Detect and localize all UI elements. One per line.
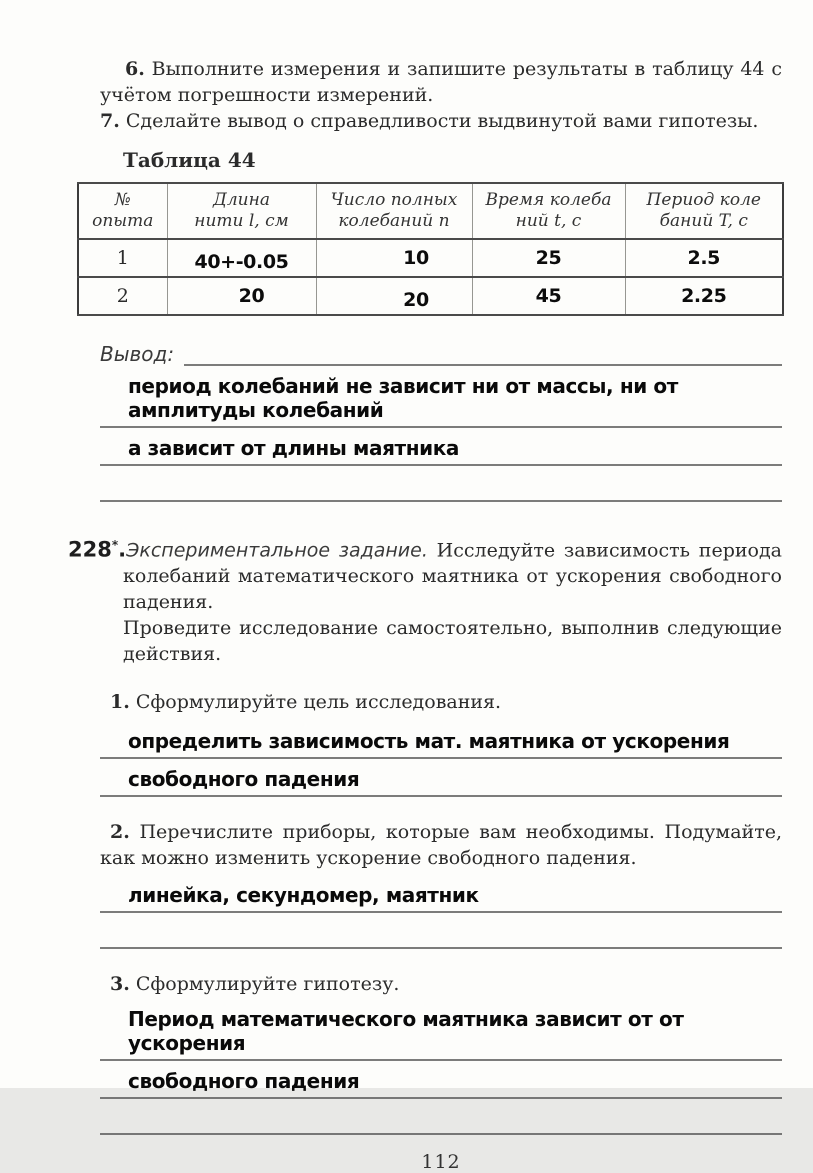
cell-period-1: 2.5 (625, 239, 783, 277)
step-1 (100, 689, 782, 715)
step-1-answer-line-1: определить зависимость мат. маятника от ускорения (100, 721, 782, 759)
cell-time-2: 45 (472, 277, 625, 315)
table-title: Таблица 44 (123, 148, 256, 172)
task-228-star: * (111, 538, 119, 552)
step-2-number: 2. (110, 821, 130, 844)
cell-time-1: 25 (472, 239, 625, 277)
instruction-6 (100, 56, 782, 108)
cell-count-2: 20 (316, 277, 472, 315)
task-228-intro: Исследуйте зависимость периода колебаний математического маятника от ускорения свободного падения. (123, 539, 782, 614)
empty-ruled-line (100, 913, 782, 949)
step-1-text: Сформулируйте цель исследования. (129, 691, 502, 714)
cell-length-1: 40+-0.05 (167, 239, 316, 277)
conclusion-label: Вывод: (100, 342, 175, 366)
step-3-answer-line-1: Период математического маятника зависит от от ускорения (100, 999, 782, 1061)
header-oscillation-time: Время колеба ний t, с (472, 183, 625, 239)
header-string-length: Длина нити l, см (167, 183, 316, 239)
cell-period-2: 2.25 (625, 277, 783, 315)
empty-ruled-line (100, 1099, 782, 1135)
step-2-answer-line-1: линейка, секундомер, маятник (100, 875, 782, 913)
step-3 (100, 971, 782, 997)
step-3-text: Сформулируйте гипотезу. (129, 973, 400, 996)
task-228-heading (68, 532, 782, 615)
conclusion-label-row (100, 340, 782, 366)
cell-count-1: 10 (316, 239, 472, 277)
instruction-7-text: Сделайте вывод о справедливости выдвинутой вами гипотезы. (119, 110, 759, 132)
header-period: Период коле баний T, с (625, 183, 783, 239)
measurement-table (77, 182, 784, 316)
task-228-paragraph-2: Проведите исследование самостоятельно, выполнив следующие действия. (123, 617, 782, 666)
instruction-7-number: 7. (100, 110, 120, 132)
page-number: 112 (421, 1151, 461, 1173)
step-3-number: 3. (110, 973, 130, 996)
step-2-text: Перечислите приборы, которые вам необходимы. Подумайте, как можно изменить ускорение свободного падения. (100, 821, 782, 870)
conclusion-answer-line-2: а зависит от длины маятника (100, 428, 782, 466)
step-2 (100, 819, 782, 871)
table-header-row (78, 183, 783, 239)
task-228-number: 228 (68, 537, 112, 562)
instruction-6-number: 6. (125, 58, 145, 80)
cell-length-2: 20 (167, 277, 316, 315)
table-row (78, 277, 783, 315)
step-1-answer-line-2: свободного падения (100, 759, 782, 797)
header-oscillation-count: Число полных колебаний n (316, 183, 472, 239)
cell-experiment-1: 1 (78, 239, 167, 277)
task-228-dot: . (118, 537, 127, 562)
header-experiment-number: № опыта (78, 183, 167, 239)
step-1-number: 1. (110, 691, 130, 714)
table-row (78, 239, 783, 277)
task-228-title: Экспериментальное задание. (126, 539, 428, 562)
conclusion-answer-line-1: период колебаний не зависит ни от массы, ни от амплитуды колебаний (100, 366, 782, 428)
instruction-6-text: Выполните измерения и запишите результаты в таблицу 44 с учётом погрешности измерений. (100, 58, 782, 106)
empty-ruled-line (100, 466, 782, 502)
conclusion-blank-line (184, 340, 782, 366)
cell-experiment-2: 2 (78, 277, 167, 315)
instruction-7 (100, 108, 782, 134)
step-3-answer-line-2: свободного падения (100, 1061, 782, 1099)
